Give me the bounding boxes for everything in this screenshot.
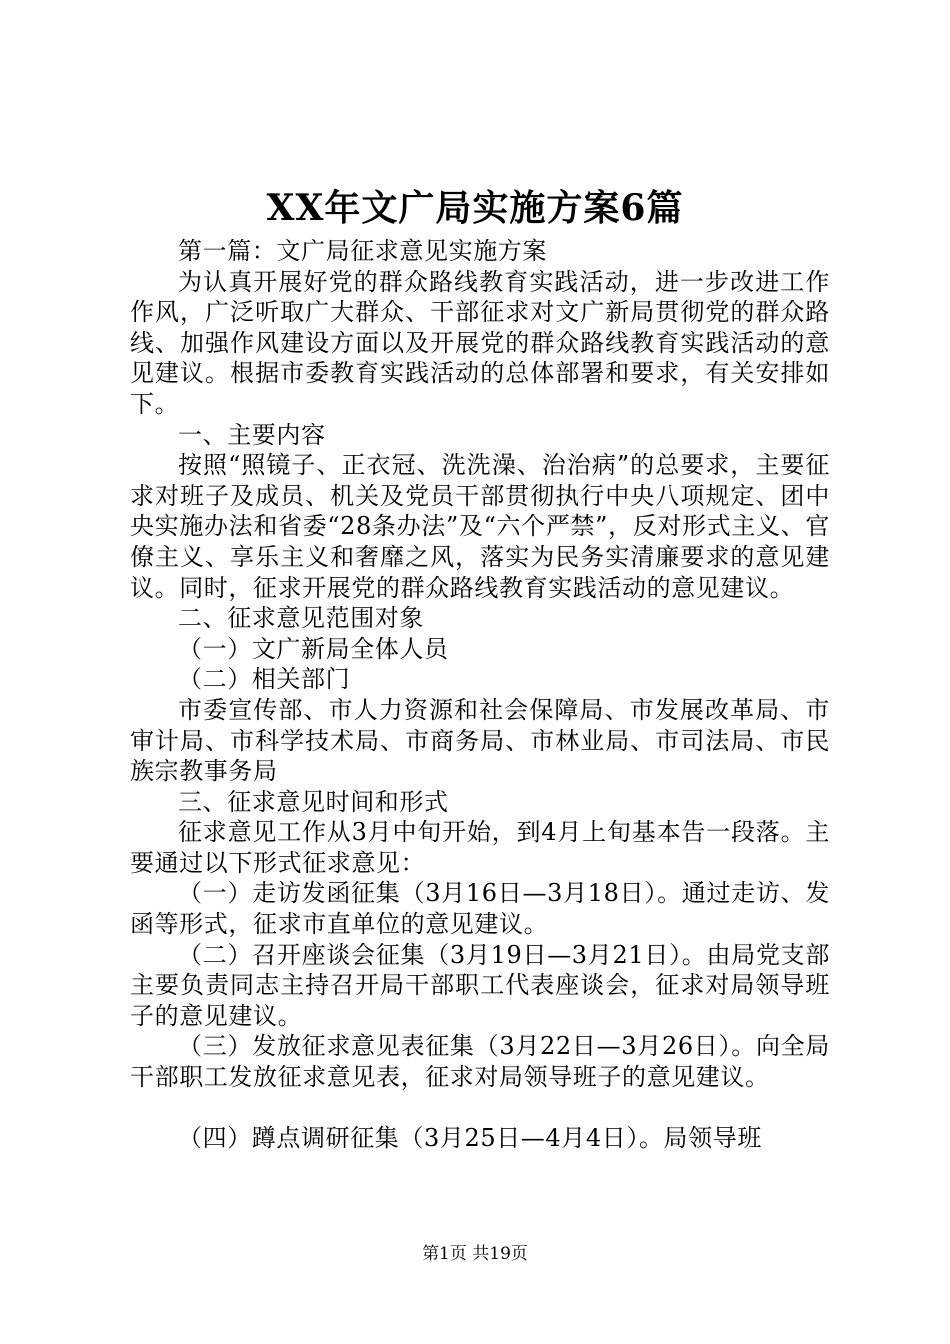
list-item-all-staff: （一）文广新局全体人员 bbox=[178, 634, 449, 663]
list-item-related-departments: （二）相关部门 bbox=[178, 665, 351, 694]
list-item-visit-collection: （一）走访发函征集（3月16日—3月18日）。通过走访、发函等形式，征求市直单位的意见建议。 bbox=[130, 879, 830, 939]
page-footer: 第1页 共19页 bbox=[422, 1244, 528, 1264]
paragraph-main-content: 按照“照镜子、正衣冠、洗洗澡、治治病”的总要求，主要征求对班子及成员、机关及党员干部贯彻执行中央八项规定、团中央实施办法和省委“28条办法”及“六个严禁”，反对形式主义、官僚主义、享乐主义和奢靡之风，落实为民务实清廉要求的意见建议。同时，征求开展党的群众路线教育实践活动的意见建议。 bbox=[130, 451, 830, 602]
heading-time-form: 三、征求意见时间和形式 bbox=[178, 787, 449, 816]
document-body bbox=[130, 236, 830, 1153]
section-heading-part-one: 第一篇：文广局征求意见实施方案 bbox=[178, 237, 547, 265]
heading-scope: 二、征求意见范围对象 bbox=[178, 604, 424, 633]
heading-main-content: 一、主要内容 bbox=[178, 420, 326, 449]
list-item-field-research: （四）蹲点调研征集（3月25日—4月4日）。局领导班 bbox=[178, 1123, 762, 1152]
list-item-form-collection: （三）发放征求意见表征集（3月22日—3月26日）。向全局干部职工发放征求意见表，征求对局领导班子的意见建议。 bbox=[130, 1032, 830, 1092]
document-title: XX年文广局实施方案6篇 bbox=[266, 187, 684, 229]
paragraph-departments: 市委宣传部、市人力资源和社会保障局、市发展改革局、市审计局、市科学技术局、市商务局、市林业局、市司法局、市民族宗教事务局 bbox=[130, 695, 830, 786]
paragraph-intro: 为认真开展好党的群众路线教育实践活动，进一步改进工作作风，广泛听取广大群众、干部征求对文广新局贯彻党的群众路线、加强作风建设方面以及开展党的群众路线教育实践活动的意见建议。根据市委教育实践活动的总体部署和要求，有关安排如下。 bbox=[130, 267, 830, 418]
list-item-symposium-collection: （二）召开座谈会征集（3月19日—3月21日）。由局党支部主要负责同志主持召开局干部职工代表座谈会，征求对局领导班子的意见建议。 bbox=[130, 940, 830, 1030]
paragraph-spacer bbox=[130, 1093, 830, 1123]
paragraph-time-form: 征求意见工作从3月中旬开始，到4月上旬基本告一段落。主要通过以下形式征求意见： bbox=[130, 818, 830, 877]
